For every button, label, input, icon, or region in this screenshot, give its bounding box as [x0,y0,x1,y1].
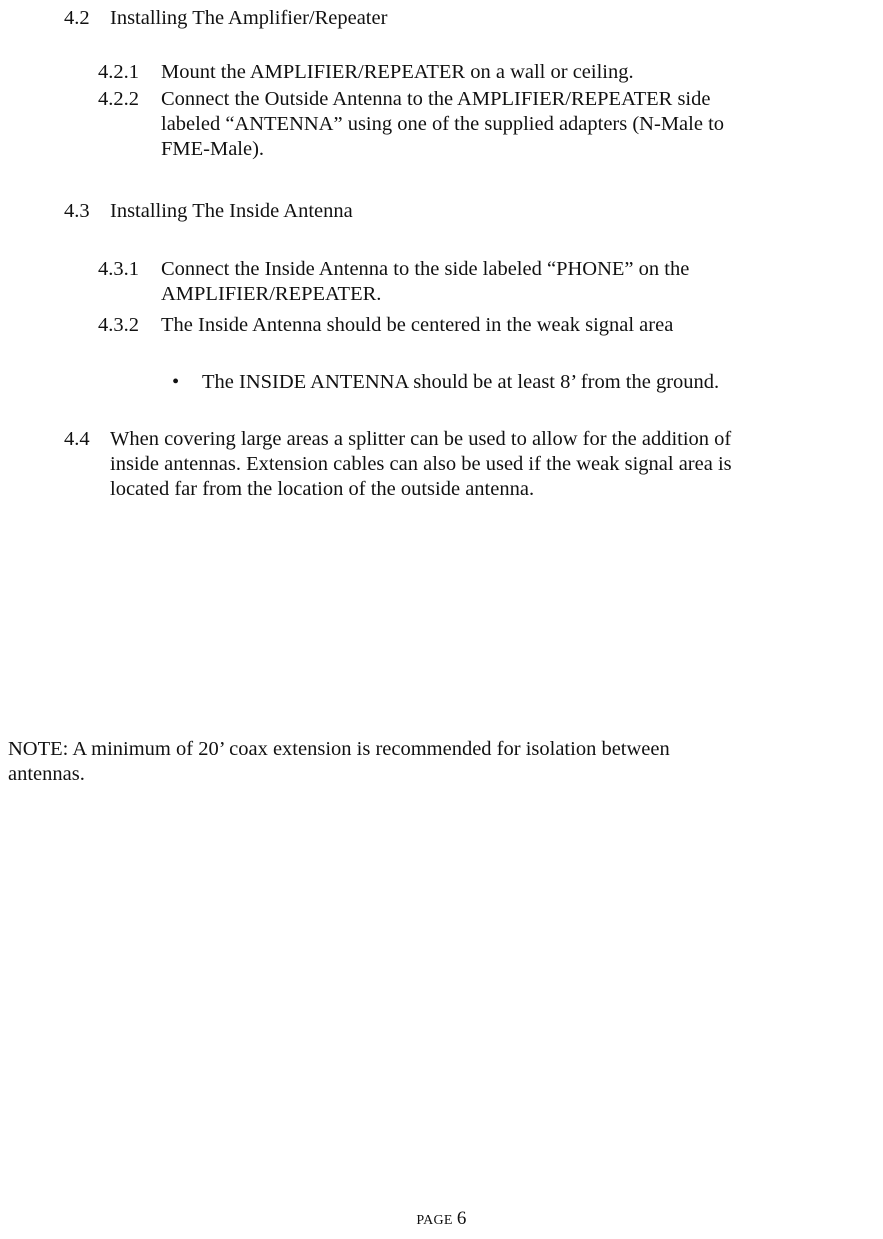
item-number: 4.2.1 [98,61,139,83]
item-line: FME-Male). [161,138,265,160]
note-paragraph [8,737,868,787]
item-line: labeled “ANTENNA” using one of the supplied adapters (N-Male to [161,113,725,135]
item-4-3-1 [98,257,858,307]
section-heading-4-3 [64,199,353,224]
bullet-glyph: • [172,371,180,393]
note-line: antennas. [8,763,85,785]
section-4-4 [64,427,869,502]
page-number: 6 [456,1208,467,1229]
page-label: PAGE [416,1213,453,1228]
item-4-2-1 [98,60,858,85]
item-number: 4.3.1 [98,258,139,280]
paragraph-line: When covering large areas a splitter can be used to allow for the addition of [110,428,732,450]
section-number: 4.4 [64,428,90,450]
note-line: NOTE: A minimum of 20’ coax extension is recommended for isolation between [8,738,670,760]
item-line: AMPLIFIER/REPEATER. [161,283,382,305]
item-line: Connect the Inside Antenna to the side labeled “PHONE” on the [161,258,690,280]
section-heading-4-2 [64,6,387,31]
section-title: Installing The Inside Antenna [110,200,353,222]
section-title: Installing The Amplifier/Repeater [110,7,388,29]
item-4-3-2 [98,313,858,338]
bullet-text: The INSIDE ANTENNA should be at least 8’ from the ground. [202,371,720,393]
item-line: Connect the Outside Antenna to the AMPLIFIER/REPEATER side [161,88,711,110]
item-number: 4.2.2 [98,88,139,110]
page-footer [0,1206,883,1233]
paragraph-line: inside antennas. Extension cables can also be used if the weak signal area is [110,453,732,475]
section-number: 4.2 [64,7,90,29]
section-number: 4.3 [64,200,90,222]
item-text [161,313,858,338]
item-text [161,257,858,307]
item-line: Mount the AMPLIFIER/REPEATER on a wall or ceiling. [161,61,634,83]
bullet-item [170,370,850,395]
item-number: 4.3.2 [98,314,139,336]
item-line: The Inside Antenna should be centered in the weak signal area [161,314,674,336]
item-text [161,60,858,85]
item-4-2-2 [98,87,858,162]
paragraph-line: located far from the location of the outside antenna. [110,478,535,500]
section-text [110,427,869,502]
item-text [161,87,858,162]
